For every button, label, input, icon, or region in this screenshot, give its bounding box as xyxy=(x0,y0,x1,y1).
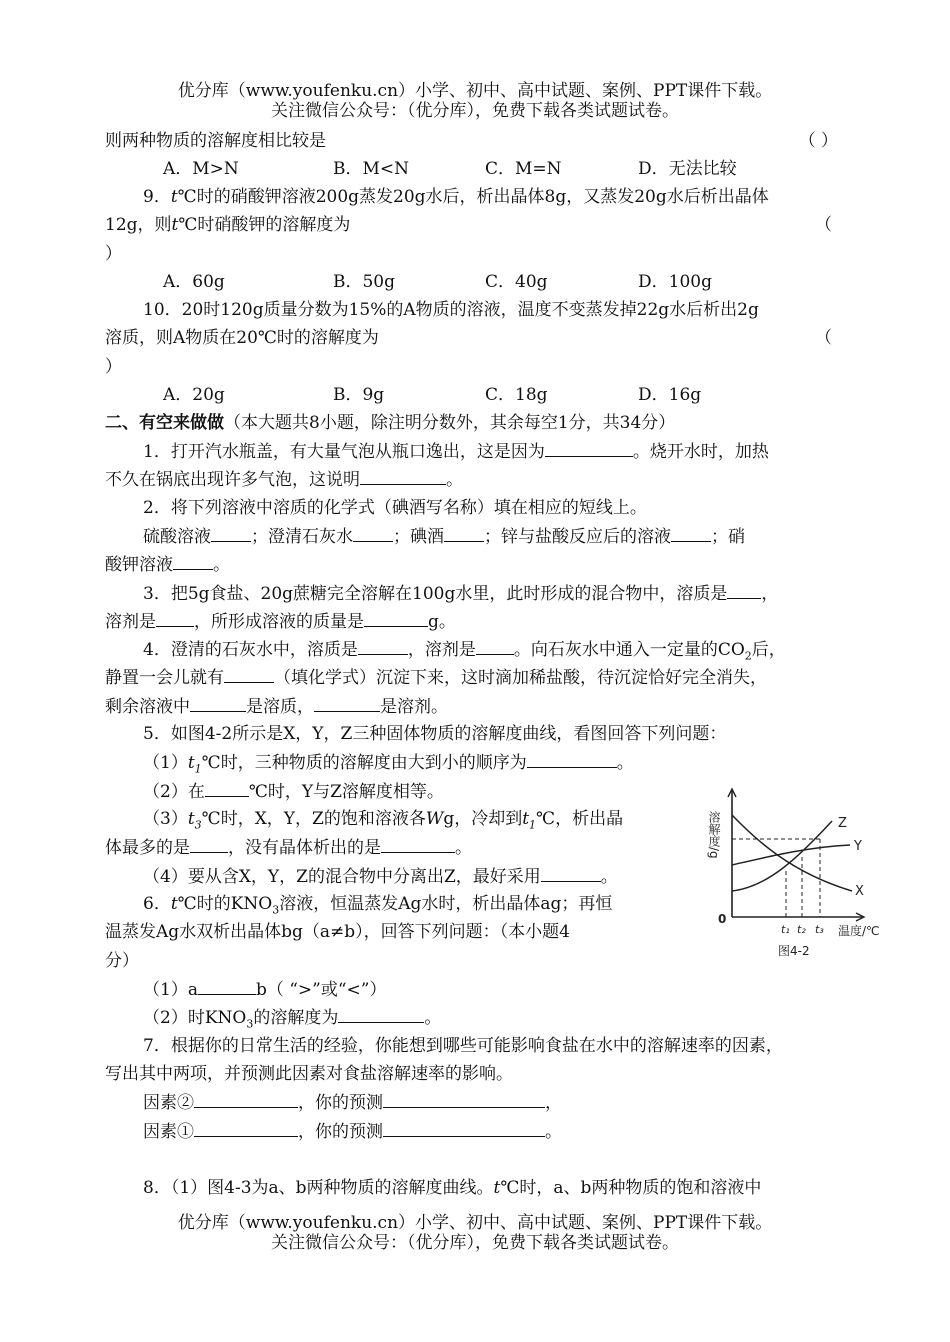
y-axis-label: 溶解度/g xyxy=(707,811,721,859)
q9-option-b: B．50g xyxy=(333,272,396,292)
figure-caption: 图4-2 xyxy=(778,944,810,958)
p5-sub-1: $(1)t_1℃$时，三种物质的溶解度由大到小的顺序为 。 xyxy=(143,753,634,776)
p6-sub-1: （1）a b（ “>”或“<”） xyxy=(143,980,387,1000)
q10-option-b: B．9g xyxy=(333,385,385,405)
p1-line-2: 不久在锅底出现许多气泡，这说明 。 xyxy=(105,470,463,490)
p4-blank-1[interactable] xyxy=(358,638,408,655)
p7-blank-3[interactable] xyxy=(194,1120,298,1137)
p6-blank-1[interactable] xyxy=(198,978,256,995)
p7-factor-1: 因素① ，你的预测 。 xyxy=(143,1122,562,1142)
section-2-heading xyxy=(105,412,675,434)
p3-blank-2[interactable] xyxy=(156,610,194,627)
solubility-figure-4-2 xyxy=(707,783,902,965)
q10-option-a: A．20g xyxy=(163,385,225,405)
p5-sub-3-cont: 体最多的是 ，没有晶体析出的是 。 xyxy=(105,838,472,858)
p2-blank-2[interactable] xyxy=(353,525,393,542)
footer-line-2: 关注微信公众号：（优分库），免费下载各类试题试卷。 xyxy=(271,1233,679,1253)
q8-option-a: A．M>N xyxy=(163,159,239,179)
curve-z xyxy=(732,821,832,891)
q8-option-d: D．无法比较 xyxy=(638,159,737,179)
q10-bracket-open: （ xyxy=(815,328,832,348)
p5-sub-2: （2）在 ℃时，Y与Z溶解度相等。 xyxy=(143,782,444,802)
p5-blank-4[interactable] xyxy=(381,836,455,853)
p3-blank-1[interactable] xyxy=(727,582,761,599)
curve-x xyxy=(732,815,852,891)
q10-line-2: 溶质，则A物质在20℃时的溶解度为 xyxy=(105,328,379,348)
q9-line-2: 12g，则t℃时硝酸钾的溶解度为 xyxy=(105,215,351,235)
p5-sub-4: （4）要从含X，Y，Z的混合物中分离出Z，最好采用 。 xyxy=(143,867,618,887)
p2-line-3: 酸钾溶液 。 xyxy=(105,555,230,575)
p5-sub-3: $(3)t_3℃$时，X，Y，Z的饱和溶液各Wg，冷却到$t_1℃$，析出晶 xyxy=(143,809,624,832)
q9-option-c: C．40g xyxy=(485,272,548,292)
p7-line-1: 7．根据你的日常生活的经验，你能想到哪些可能影响食盐在水中的溶解速率的因素， xyxy=(143,1036,783,1056)
section-2-title: 二、有空来做做 xyxy=(105,413,224,433)
tick-t3: t₃ xyxy=(815,923,824,936)
q8-bracket: （ ） xyxy=(798,131,838,151)
origin-label: 0 xyxy=(718,912,727,926)
section-2-note: （本大题共8小题，除注明分数外，其余每空1分，共34分） xyxy=(224,413,676,433)
q9-bracket-open: （ xyxy=(815,215,832,235)
q8-stem-tail: 则两种物质的溶解度相比较是 xyxy=(105,131,326,151)
p5-blank-3[interactable] xyxy=(190,836,228,853)
p2-blank-3[interactable] xyxy=(444,525,484,542)
x-axis-label: 温度/℃ xyxy=(838,924,880,938)
p4-line-3: 剩余溶液中 是溶质， 是溶剂。 xyxy=(105,697,448,717)
p2-line-2: 硫酸溶液 ；澄清石灰水 ；碘酒 ；锌与盐酸反应后的溶液 ；硝 xyxy=(143,527,745,547)
tick-t1: t₁ xyxy=(781,923,790,936)
p1-blank-1[interactable] xyxy=(545,440,633,457)
tick-t2: t₂ xyxy=(797,923,806,936)
p6-line-3: 分） xyxy=(105,951,139,971)
q10-option-c: C．18g xyxy=(485,385,548,405)
q8-option-b: B．M<N xyxy=(333,159,410,179)
p1-line-1: 1．打开汽水瓶盖，有大量气泡从瓶口逸出，这是因为 。烧开水时，加热 xyxy=(143,442,769,462)
curve-label-x: X xyxy=(855,884,864,899)
p2-blank-1[interactable] xyxy=(211,525,251,542)
p3-line-1: 3．把5g食盐、20g蔗糖完全溶解在100g水里，此时形成的混合物中，溶质是 ， xyxy=(143,584,779,604)
q9-option-d: D．100g xyxy=(638,272,712,292)
p7-factor-2: 因素② ，你的预测 ， xyxy=(143,1093,562,1113)
p5-blank-2[interactable] xyxy=(205,780,249,797)
curve-label-z: Z xyxy=(838,816,847,831)
footer-line-1: 优分库（www.youfenku.cn）小学、初中、高中试题、案例、PPT课件下载。 xyxy=(177,1213,773,1233)
p4-blank-2[interactable] xyxy=(476,638,514,655)
p7-blank-2[interactable] xyxy=(383,1091,545,1108)
q9-line-1: 9．t℃时的硝酸钾溶液200g蒸发20g水后，析出晶体8g，又蒸发20g水后析出晶体 xyxy=(143,187,769,207)
p4-line-1: 4．澄清的石灰水中，溶质是 ，溶剂是 。向石灰水中通入一定量的$CO_2$后， xyxy=(143,640,786,663)
p6-sub-2: （2）时$KNO_3$的溶解度为 。 xyxy=(143,1008,442,1031)
header-line-2: 关注微信公众号：（优分库），免费下载各类试题试卷。 xyxy=(271,101,679,121)
p1-blank-2[interactable] xyxy=(360,468,446,485)
p4-line-2: 静置一会儿就有 （填化学式）沉淀下来，这时滴加稀盐酸，待沉淀恰好完全消失， xyxy=(105,668,767,688)
q9-option-a: A．60g xyxy=(163,272,225,292)
q9-bracket-close: ） xyxy=(105,244,122,264)
p2-blank-4[interactable] xyxy=(671,525,711,542)
p6-line-2: 温蒸发Ag水双析出晶体bg（a≠b），回答下列问题：（本小题4 xyxy=(105,922,571,942)
p7-blank-1[interactable] xyxy=(194,1091,298,1108)
p6-blank-2[interactable] xyxy=(338,1006,424,1023)
q8-option-c: C．M=N xyxy=(485,159,562,179)
p8-line-1: 8．（1）图4-3为a、b两种物质的溶解度曲线。t℃时，a、b两种物质的饱和溶液中 xyxy=(143,1178,762,1198)
p3-blank-3[interactable] xyxy=(364,610,428,627)
p3-line-2: 溶剂是 ，所形成溶液的质量是 g。 xyxy=(105,612,456,632)
p5-intro: 5．如图4-2所示是X，Y，Z三种固体物质的溶解度曲线，看图回答下列问题： xyxy=(143,724,727,744)
p4-blank-3[interactable] xyxy=(224,666,274,683)
p5-blank-5[interactable] xyxy=(541,865,601,882)
q10-option-d: D．16g xyxy=(638,385,702,405)
p4-blank-4[interactable] xyxy=(190,695,246,712)
q10-bracket-close: ） xyxy=(105,357,122,377)
header-line-1: 优分库（www.youfenku.cn）小学、初中、高中试题、案例、PPT课件下载。 xyxy=(177,81,773,101)
curve-label-y: Y xyxy=(854,839,862,854)
p4-blank-5[interactable] xyxy=(314,695,380,712)
p5-blank-1[interactable] xyxy=(527,751,617,768)
p6-line-1: 6．t℃时的$KNO_3$溶液，恒温蒸发Ag水时，析出晶体ag；再恒 xyxy=(143,894,613,917)
p7-line-2: 写出其中两项，并预测此因素对食盐溶解速率的影响。 xyxy=(105,1064,513,1084)
q10-line-1: 10．20时120g质量分数为15%的A物质的溶液，温度不变蒸发掉22g水后析出2g xyxy=(143,300,759,320)
p2-line-1: 2．将下列溶液中溶质的化学式（碘酒写名称）填在相应的短线上。 xyxy=(143,498,647,518)
p7-blank-4[interactable] xyxy=(383,1120,545,1137)
p2-blank-5[interactable] xyxy=(173,553,213,570)
